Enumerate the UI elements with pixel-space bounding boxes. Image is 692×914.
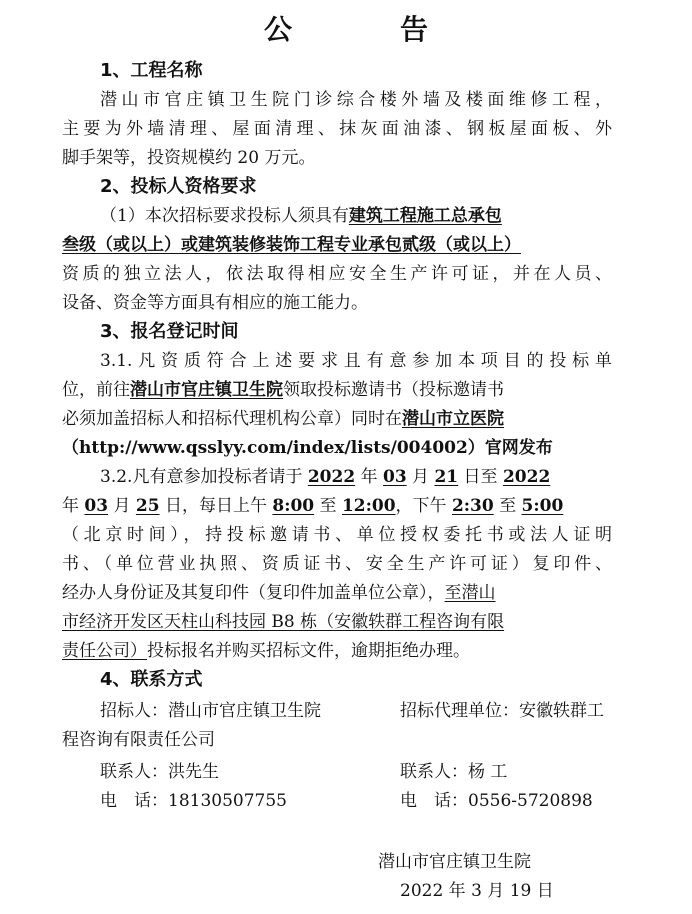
morning-start: 8:00 — [272, 496, 315, 516]
section-3-text: 月 — [406, 467, 435, 487]
section-2-line-1 — [100, 201, 612, 226]
tenderer-contact: 联系人：洪先生 — [100, 762, 219, 782]
section-3-line-3 — [62, 404, 612, 429]
morning-end: 12:00 — [341, 496, 396, 516]
section-2-line-3: 资质的独立法人，依法取得相应安全生产许可证，并在人员、 — [62, 264, 612, 284]
section-3-text: 投标报名并购买招标文件，逾期拒绝办理。 — [147, 641, 470, 661]
agent-contact: 联系人：杨 工 — [400, 762, 508, 782]
section-3-line-2 — [62, 375, 612, 400]
signature-date: 2022 年 3 月 19 日 — [400, 881, 554, 901]
address-highlight-3: 责任公司） — [62, 641, 147, 661]
end-day: 25 — [135, 496, 160, 516]
publisher-url[interactable]: （http://www.qsslyy.com/index/lists/004002） — [62, 438, 485, 458]
section-3-line-9 — [62, 578, 612, 603]
section-1-line-1: 潜山市官庄镇卫生院门诊综合楼外墙及楼面维修工程， — [100, 90, 612, 110]
section-1-heading: 1、工程名称 — [100, 60, 203, 81]
hospital-name-highlight: 潜山市官庄镇卫生院 — [130, 380, 283, 400]
section-3-text: 领取投标邀请书（投标邀请书 — [283, 380, 504, 400]
agent-phone: 电 话：0556-5720898 — [400, 791, 593, 811]
section-3-text: ，下午 — [395, 496, 452, 516]
notice-title: 公 告 — [263, 13, 468, 46]
publisher-url-suffix: 官网发布 — [484, 438, 553, 458]
agent-label: 招标代理单位：安徽轶群工 — [400, 701, 604, 721]
section-4-heading: 4、联系方式 — [100, 669, 203, 690]
section-3-text: 至 — [314, 496, 342, 516]
start-year: 2022 — [307, 467, 356, 487]
address-highlight-1: 至潜山 — [444, 583, 496, 603]
section-3-line-6 — [62, 491, 612, 516]
section-1-line-3: 脚手架等，投资规模约 20 万元。 — [62, 148, 316, 168]
section-2-heading: 2、投标人资格要求 — [100, 176, 257, 197]
afternoon-start: 2:30 — [451, 496, 494, 516]
section-3-heading: 3、报名登记时间 — [100, 321, 239, 342]
section-3-text: 日至 — [458, 467, 503, 487]
tenderer-label: 招标人：潜山市官庄镇卫生院 — [100, 701, 321, 721]
start-month: 03 — [382, 467, 407, 487]
signature-org: 潜山市官庄镇卫生院 — [378, 852, 531, 872]
end-month: 03 — [84, 496, 109, 516]
section-3-line-4 — [62, 433, 612, 458]
address-highlight-2: 市经济开发区天柱山科技园 B8 栋（安徽轶群工程咨询有限 — [62, 612, 505, 632]
section-3-text: 位，前往 — [62, 380, 130, 400]
section-3-text: 日，每日上午 — [159, 496, 273, 516]
afternoon-end: 5:00 — [521, 496, 564, 516]
section-3-line-1: 3.1.凡资质符合上述要求且有意参加本项目的投标单 — [100, 351, 612, 371]
section-3-text: 3.2.凡有意参加投标者请于 — [100, 467, 308, 487]
section-2-text: （1）本次招标要求投标人须具有 — [100, 206, 349, 226]
section-3-text: 必须加盖招标人和招标代理机构公章）同时在 — [62, 409, 402, 429]
section-3-line-8: 书、（单位营业执照、资质证书、安全生产许可证）复印件、 — [62, 554, 612, 574]
section-3-text: 月 — [108, 496, 136, 516]
section-3-text: 至 — [493, 496, 522, 516]
section-1-line-2: 主要为外墙清理、屋面清理、抹灰面油漆、钢板屋面板、外 — [62, 119, 612, 139]
section-2-line-4: 设备、资金等方面具有相应的施工能力。 — [62, 293, 368, 313]
qualification-highlight-2: 叁级（或以上）或建筑装修装饰工程专业承包贰级（或以上） — [62, 235, 521, 255]
section-3-text: 年 — [62, 496, 85, 516]
start-day: 21 — [434, 467, 459, 487]
section-3-text: 年 — [355, 467, 383, 487]
publisher-highlight: 潜山市立医院 — [402, 409, 504, 429]
section-3-line-5 — [100, 462, 612, 487]
section-3-line-11 — [62, 636, 612, 661]
section-3-text: 经办人身份证及其复印件（复印件加盖单位公章）， — [62, 583, 445, 603]
agent-label-continued: 程咨询有限责任公司 — [62, 730, 215, 750]
qualification-highlight-1: 建筑工程施工总承包 — [348, 206, 502, 226]
section-3-line-7: （北京时间），持投标邀请书、单位授权委托书或法人证明 — [62, 525, 612, 545]
end-year: 2022 — [502, 467, 551, 487]
tenderer-phone: 电 话：18130507755 — [100, 791, 287, 811]
